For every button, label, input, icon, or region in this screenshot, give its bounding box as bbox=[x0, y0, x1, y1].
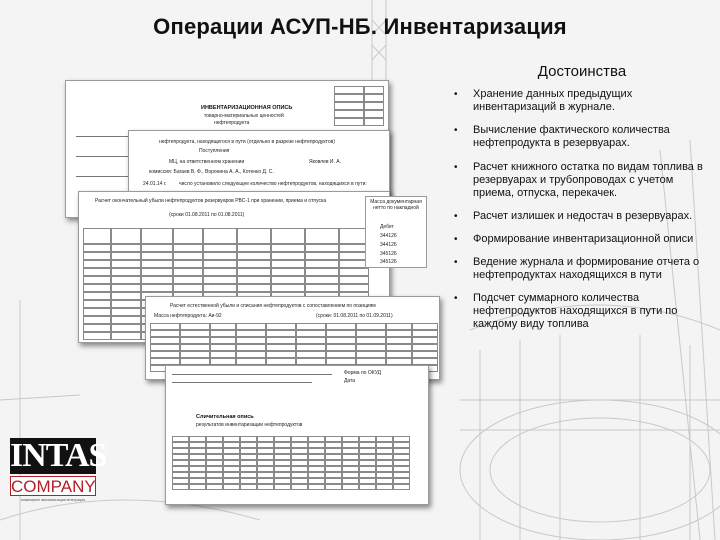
list-item: • Расчет излишек и недостач в резервуарах. bbox=[454, 210, 693, 222]
logo-tagline: инжиниринг автоматизация интеграция bbox=[20, 498, 86, 502]
logo-main-text: INTAS bbox=[10, 437, 107, 474]
bullet-icon: • bbox=[454, 234, 458, 245]
list-item: • Формирование инвентаризационной описи bbox=[454, 233, 694, 245]
page-title: Операции АСУП-НБ. Инвентаризация bbox=[153, 14, 567, 39]
bullet-icon: • bbox=[454, 257, 458, 268]
list-item: • Ведение журнала и формирование отчета о нефтепродуктах находящихся в пути bbox=[454, 256, 700, 281]
list-item: • Вычисление фактического количества нефтепродукта в резервуарах. bbox=[454, 124, 670, 149]
document-in-transit: нефтепродукта, находящегося в пути (отдельно в разрезе нефтепродуктов) Поступления МЦ, на ответственном хранении Яковлев И. А. комиссия: Багаев В. Ф., Воронина А. А., Котенко Д. С. 24.01.14 г. число установило следующее количество нефтепродуктов, находящихся в пути: bbox=[128, 130, 390, 202]
company-logo bbox=[10, 437, 107, 520]
list-item: • Расчет книжного остатка по видам топлива в резервуарах и трубопроводах с учетом приема, отпуска, перекачек. bbox=[454, 161, 703, 199]
document-side-table: Масса документарная нетто по накладной Дебет 344126 344126 345126 345126 bbox=[365, 196, 427, 268]
bullet-icon: • bbox=[454, 125, 458, 136]
document-collation-sheet: Форма по ОКУД Дата Сличительная опись результатов инвентаризации нефтепродуктов bbox=[165, 365, 429, 505]
bullet-icon: • bbox=[454, 89, 458, 100]
bullet-icon: • bbox=[454, 293, 458, 304]
bullet-icon: • bbox=[454, 211, 458, 222]
bullet-icon: • bbox=[454, 162, 458, 173]
advantages-list bbox=[452, 88, 714, 341]
logo-sub-text: COMPANY bbox=[11, 477, 96, 496]
list-item: • Подсчет суммарного количества нефтепродуктов находящихся в пути по каждому виду топлива bbox=[454, 292, 678, 330]
list-item: • Хранение данных предыдущих инвентаризаций в журнале. bbox=[454, 88, 633, 113]
advantages-heading: Достоинства bbox=[537, 63, 627, 80]
document-loss-calculation: Расчет окончательный убыли нефтепродуктов резервуаров РВС-1 при хранении, приема и отпуска (сроки 01.08.2011 по 01.08.2011) bbox=[78, 191, 390, 343]
document-inventory-list: ИНВЕНТАРИЗАЦИОННАЯ ОПИСЬ товарно-материальных ценностей нефтепродукта bbox=[65, 80, 389, 218]
document-natural-loss: Расчет естественной убыли и списания нефтепродуктов с сопоставлением по позициям Масса нефтепродукта: Аи-92 (сроки: 01.08.2011 по 01.09.2011) bbox=[145, 296, 440, 380]
